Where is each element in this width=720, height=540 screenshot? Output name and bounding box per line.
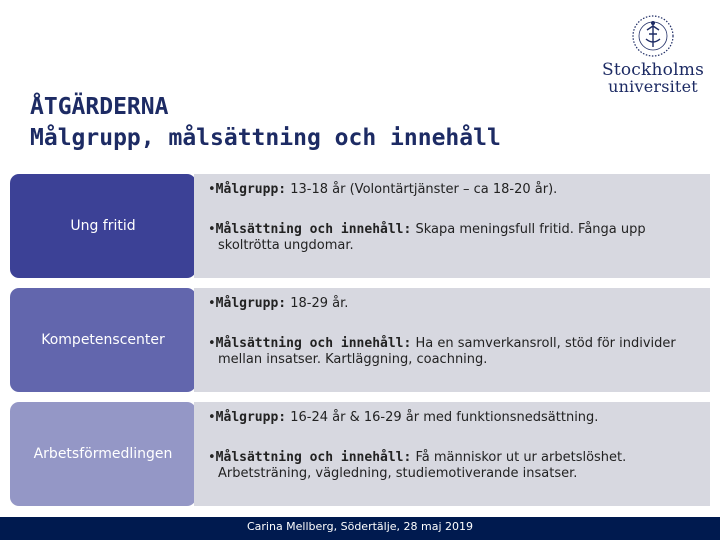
footer-bar [0,517,720,540]
details-panel [194,174,710,278]
target-group-line: •Målgrupp: 18-29 år. [208,296,349,311]
details-panel [194,288,710,392]
slide-title-line1: ÅTGÄRDERNA [30,94,169,120]
slide-title-line2: Målgrupp, målsättning och innehåll [30,125,501,151]
target-group-line: •Målgrupp: 13-18 år (Volontärtjänster – ca 18-20 år). [208,182,558,197]
goal-text: Ha en samverkansroll, stöd för individer mellan insatser. Kartläggning, coachning. [218,336,676,367]
goal-label: Målsättning och innehåll: [215,222,412,237]
logo-text-stockholms: Stockholms [602,60,704,80]
logo-text-universitet: universitet [608,77,698,96]
target-group-label: Målgrupp: [215,182,287,197]
target-group-text: 18-29 år. [286,296,349,311]
target-group-line: •Målgrupp: 16-24 år & 16-29 år med funktionsnedsättning. [208,410,599,425]
goal-text: Få människor ut ur arbetslöshet. Arbetsträning, vägledning, studiemotiverande insatser. [218,450,627,481]
card-label: Kompetenscenter [41,332,165,348]
card-arbetsformedlingen [10,402,196,506]
target-group-text: 16-24 år & 16-29 år med funktionsnedsättning. [286,410,599,425]
card-label: Ung fritid [70,218,136,234]
goal-text: Skapa meningsfull fritid. Fånga upp skoltrötta ungdomar. [218,222,646,253]
university-logo [598,14,708,104]
goal-line: •Målsättning och innehåll: Få människor ut ur arbetslöshet. Arbetsträning, vägledning, studiemotiverande insatser. [208,450,627,481]
goal-label: Målsättning och innehåll: [215,336,412,351]
university-seal-icon [631,14,675,58]
card-ung-fritid [10,174,196,278]
goal-line: •Målsättning och innehåll: Ha en samverkansroll, stöd för individer mellan insatser. Kartläggning, coachning. [208,336,676,367]
goal-line: •Målsättning och innehåll: Skapa meningsfull fritid. Fånga upp skoltrötta ungdomar. [208,222,646,253]
goal-label: Målsättning och innehåll: [215,450,412,465]
target-group-text: 13-18 år (Volontärtjänster – ca 18-20 år). [286,182,558,197]
slide-title [30,92,501,154]
target-group-label: Målgrupp: [215,296,287,311]
details-panel [194,402,710,506]
footer-text: Carina Mellberg, Södertälje, 28 maj 2019 [246,520,474,533]
card-kompetenscenter [10,288,196,392]
card-label: Arbetsförmedlingen [33,446,173,462]
target-group-label: Målgrupp: [215,410,287,425]
